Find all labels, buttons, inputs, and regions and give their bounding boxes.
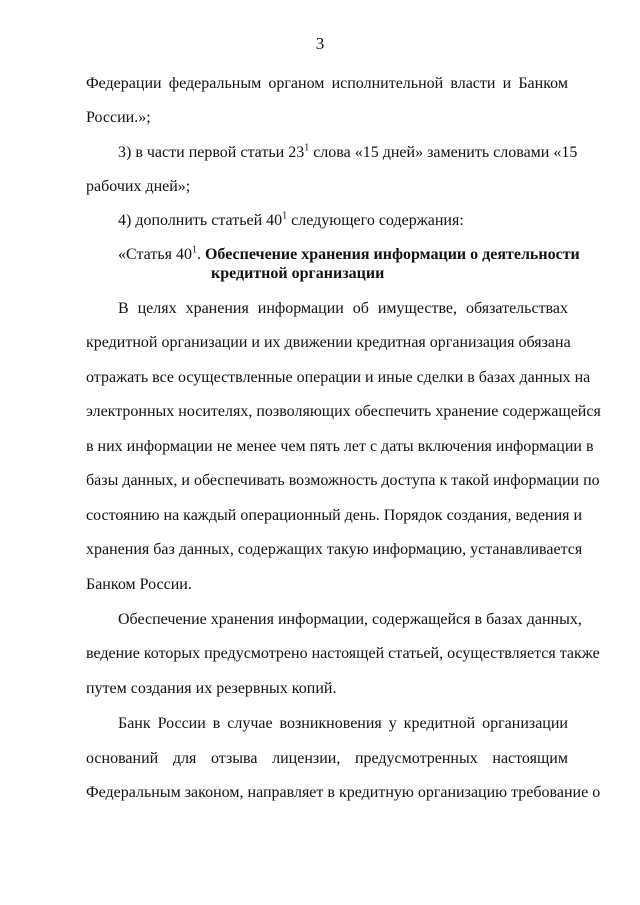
paragraph-line: Банк России в случае возникновения у кредитной организации xyxy=(118,715,568,732)
paragraph-line: ведение которых предусмотрено настоящей статьей, осуществляется также xyxy=(86,645,600,662)
superscript: 1 xyxy=(304,142,310,154)
paragraph-line: состоянию на каждый операционный день. Порядок создания, ведения и xyxy=(86,507,583,524)
superscript: 1 xyxy=(191,244,197,256)
list-item-text: слова «15 дней» заменить словами «15 xyxy=(309,144,578,161)
article-heading xyxy=(118,245,580,265)
paragraph-line: кредитной организации и их движении кредитная организация обязана xyxy=(86,334,571,351)
article-number: «Статья 40 xyxy=(118,246,192,263)
paragraph-line: России.»; xyxy=(86,109,151,126)
list-item-4 xyxy=(118,211,464,231)
article-title-line2: кредитной организации xyxy=(211,265,385,282)
list-item-text: 4) дополнить статьей 40 xyxy=(118,212,283,229)
list-item-text: следующего содержания: xyxy=(287,212,464,229)
page-number: 3 xyxy=(315,34,325,53)
paragraph-line: базы данных, и обеспечивать возможность доступа к такой информации по xyxy=(86,472,600,489)
paragraph-line: В целях хранения информации об имуществе, обязательствах xyxy=(118,300,568,317)
paragraph-line: Обеспечение хранения информации, содержащейся в базах данных, xyxy=(118,611,582,628)
paragraph-line: электронных носителях, позволяющих обеспечить хранение содержащейся xyxy=(86,403,601,420)
paragraph-line: Банком России. xyxy=(86,576,192,593)
article-number-dot: . xyxy=(196,246,201,263)
paragraph-line: оснований для отзыва лицензии, предусмотренных настоящим xyxy=(86,750,568,767)
paragraph-line: отражать все осуществленные операции и иные сделки в базах данных на xyxy=(86,369,591,386)
article-title: Обеспечение хранения информации о деятельности xyxy=(204,246,580,263)
paragraph-line: в них информации не менее чем пять лет с даты включения информации в xyxy=(86,438,594,455)
paragraph-line: Федеральным законом, направляет в кредитную организацию требование о xyxy=(86,784,601,801)
paragraph-line: хранения баз данных, содержащих такую информацию, устанавливается xyxy=(86,541,583,558)
superscript: 1 xyxy=(282,210,288,222)
list-item-3 xyxy=(118,142,578,163)
paragraph-line: рабочих дней»; xyxy=(86,178,191,195)
list-item-text: 3) в части первой статьи 23 xyxy=(118,144,305,161)
paragraph-line: Федерации федеральным органом исполнительной власти и Банком xyxy=(86,75,568,92)
paragraph-line: путем создания их резервных копий. xyxy=(86,680,337,697)
